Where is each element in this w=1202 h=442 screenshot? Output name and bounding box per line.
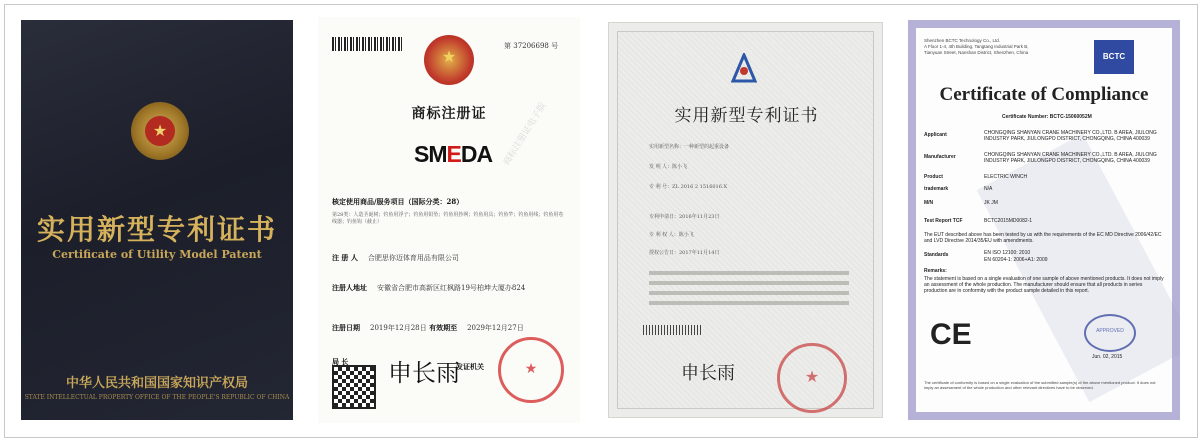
- registrant-row: 注 册 人 合肥思你迈体育用品有限公司: [332, 253, 459, 262]
- statement-text: The EUT described above has been tested by us with the requirements of the EC MD Directive 2006/42/EC and LVD Directive 2014/35/EU with amendments.: [924, 232, 1162, 244]
- trademark-logo: SMEDA: [414, 141, 493, 167]
- footer-text: The certificate of conformity is based on a single evaluation of the submitted sample(s) of the above mentioned product. It does not imply an assessment of the whole production and other relevant directives have to be observed.: [924, 380, 1156, 390]
- watermark-text: 商标注册证电子版: [501, 101, 549, 168]
- compliance-certificate-panel: [908, 20, 1180, 420]
- patent-line: 专 利 号：ZL 2016 2 1516016.X: [649, 184, 728, 190]
- ce-mark: CE: [930, 318, 972, 351]
- text-block: [649, 301, 849, 305]
- patent-line: 实用新型名称：一种新型的起重设备: [649, 144, 730, 150]
- trademark-value: N/A: [984, 186, 993, 192]
- patent-line: 授权公告日：2017年11月14日: [649, 250, 720, 256]
- star-icon: ★: [441, 47, 457, 66]
- model-value: JK JM: [984, 200, 998, 206]
- standards-label: Standards: [924, 252, 949, 258]
- patent-line: 发 明 人：陈小飞: [649, 164, 688, 170]
- report-value: BCTC2015MD0082-1: [984, 218, 1033, 224]
- remarks-text: The statement is based on a single evaluation of one sample of above mentioned products. It does not imply an assessment of the whole production. The manufacturer should ensure that all products in series production are in conformity with the product sample detailed in this report.: [924, 276, 1164, 294]
- barcode: [332, 37, 402, 51]
- manufacturer-value: CHONGQING SHANYAN CRANE MACHINERY CO.,LTD. B AREA, JIULONG INDUSTRY PARK, JIULONGPO DISTRICT, CHONGQING, CHINA 400039: [984, 152, 1157, 164]
- standard-2: EN 60204-1: 2006+A1: 2009: [984, 257, 1048, 263]
- approval-stamp: APPROVED: [1084, 314, 1136, 352]
- patent-title: 实用新型专利证书: [674, 106, 819, 126]
- registration-number: 第 37206698 号: [504, 42, 559, 50]
- cover-title-cn: 实用新型专利证书: [36, 213, 277, 246]
- goods-label: 核定使用商品/服务项目（国际分类：28）: [332, 197, 464, 206]
- issuing-authority: 发证机关: [456, 362, 484, 371]
- patent-certificate-panel: [608, 22, 883, 418]
- text-block: [649, 291, 849, 295]
- bctc-logo: BCTC: [1094, 40, 1134, 74]
- national-emblem-icon: [131, 102, 189, 160]
- goods-detail: 第28类：人造圣诞树；钓鱼用浮子；钓鱼用铅坠；钓鱼用抄网；钓鱼用具；钓鱼竿；钓鱼用线；钓鱼用卷线器；钓鱼钩（截止）: [332, 212, 564, 225]
- patent-cover-panel: [21, 20, 293, 420]
- barcode: [643, 325, 703, 335]
- signature-image: 申长雨: [681, 363, 735, 384]
- issuer-header: Shenzhen BCTC Technology Co., Ltd. A Floor 1-4, 4th Building, Tangtang Industrial Park B, Tianyuan Street, Nanshan District, Shenzhen, China: [924, 38, 1029, 55]
- official-seal: ★: [777, 343, 847, 413]
- date-row: 注册日期 2019年12月28日 有效期至 2029年12月27日: [332, 323, 524, 332]
- trademark-title: 商标注册证: [411, 106, 487, 122]
- chief-label: 局 长: [332, 357, 349, 366]
- text-block: [649, 281, 849, 285]
- certificate-page: [916, 28, 1172, 412]
- certificate-number: Certificate Number: BCTC-15060052M: [1002, 114, 1092, 120]
- sipo-logo-icon: [729, 53, 759, 83]
- product-label: Product: [924, 174, 943, 180]
- trademark-label: trademark: [924, 186, 949, 192]
- text-block: [649, 271, 849, 275]
- cover-issuer-en: STATE INTELLECTUAL PROPERTY OFFICE OF THE PEOPLE'S REPUBLIC OF CHINA: [24, 394, 290, 401]
- report-label: Test Report TCF: [924, 218, 963, 224]
- trademark-certificate-panel: [318, 17, 580, 423]
- manufacturer-label: Manufacturer: [924, 154, 956, 160]
- patent-line: 专利申请日：2016年11月23日: [649, 214, 720, 220]
- qr-code: [332, 365, 376, 409]
- product-value: ELECTRIC WINCH: [984, 174, 1028, 180]
- standard-1: EN ISO 12100: 2010: [984, 250, 1031, 256]
- signature-image: 申长雨: [388, 359, 460, 387]
- cover-title-en: Certificate of Utility Model Patent: [52, 248, 262, 261]
- cover-issuer-cn: 中华人民共和国国家知识产权局: [65, 376, 248, 391]
- certificate-title: Certificate of Compliance: [939, 84, 1149, 105]
- applicant-label: Applicant: [924, 132, 947, 138]
- patent-line: 专 利 权 人：陈小飞: [649, 232, 694, 238]
- model-label: M/N: [924, 200, 934, 206]
- address-row: 注册人地址 安徽省合肥市高新区红枫路19号柏坤大厦办824: [332, 283, 526, 292]
- official-seal: ★: [498, 337, 564, 403]
- star-icon: ★: [145, 116, 175, 146]
- issue-date: Jun. 02, 2015: [1092, 354, 1123, 360]
- national-emblem-icon: [424, 35, 474, 85]
- remarks-label: Remarks:: [924, 268, 947, 274]
- applicant-value: CHONGQING SHANYAN CRANE MACHINERY CO.,LTD. B AREA, JIULONG INDUSTRY PARK, JIULONGPO DISTRICT, CHONGQING, CHINA 400039: [984, 130, 1157, 142]
